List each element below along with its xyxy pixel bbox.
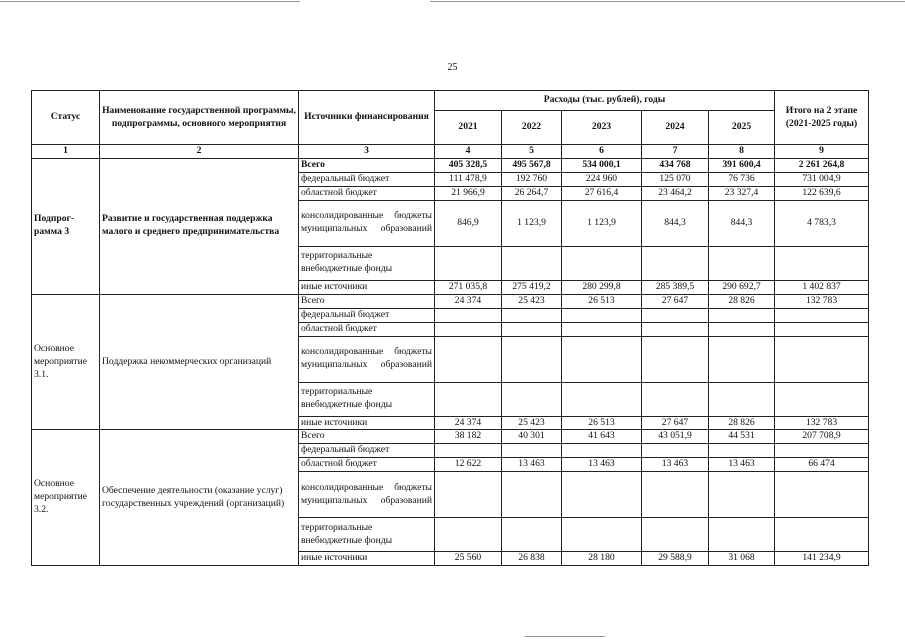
header-year: 2025 — [709, 111, 775, 145]
year-value — [642, 444, 709, 458]
year-value: 25 560 — [435, 552, 502, 566]
year-value: 25 423 — [502, 416, 562, 430]
header-sources: Источники финансирования — [299, 91, 435, 145]
scan-edge-bottom — [525, 636, 605, 637]
year-value — [562, 382, 642, 416]
year-value: 434 768 — [642, 158, 709, 172]
header-status: Статус — [32, 91, 100, 145]
year-value — [642, 472, 709, 518]
year-value — [709, 382, 775, 416]
year-value — [502, 382, 562, 416]
total-value: 141 234,9 — [775, 552, 869, 566]
year-value: 280 299,8 — [562, 280, 642, 294]
year-value: 28 826 — [709, 294, 775, 308]
year-value: 405 328,5 — [435, 158, 502, 172]
year-value — [502, 308, 562, 322]
year-value — [562, 336, 642, 382]
total-value: 2 261 264,8 — [775, 158, 869, 172]
year-value: 27 616,4 — [562, 186, 642, 200]
header-year: 2023 — [562, 111, 642, 145]
page-number: 25 — [447, 62, 458, 73]
funding-source: федеральный бюджет — [299, 172, 435, 186]
funding-source: федеральный бюджет — [299, 308, 435, 322]
year-value — [435, 472, 502, 518]
row-name: Развитие и государственная поддержка малого и среднего предпринимательства — [100, 158, 299, 294]
header-expenses: Расходы (тыс. рублей), годы — [435, 91, 775, 111]
year-value — [502, 444, 562, 458]
total-value: 731 004,9 — [775, 172, 869, 186]
funding-source: областной бюджет — [299, 186, 435, 200]
year-value: 28 826 — [709, 416, 775, 430]
column-index: 4 — [435, 145, 502, 159]
total-value: 122 639,6 — [775, 186, 869, 200]
total-value: 66 474 — [775, 458, 869, 472]
total-value: 207 708,9 — [775, 430, 869, 444]
header-year: 2022 — [502, 111, 562, 145]
budget-table — [31, 90, 869, 566]
year-value: 1 123,9 — [562, 200, 642, 246]
year-value — [642, 322, 709, 336]
row-name: Обеспечение деятельности (оказание услуг) государственных учреждений (организаций) — [100, 430, 299, 566]
funding-source: территориальные внебюджетные фонды — [299, 518, 435, 552]
total-value — [775, 472, 869, 518]
funding-source: Всего — [299, 294, 435, 308]
year-value: 111 478,9 — [435, 172, 502, 186]
year-value — [562, 472, 642, 518]
year-value — [709, 518, 775, 552]
year-value: 25 423 — [502, 294, 562, 308]
funding-source: консолидированные бюджеты муниципальных образований — [299, 472, 435, 518]
year-value: 27 647 — [642, 294, 709, 308]
total-value — [775, 382, 869, 416]
year-value: 76 736 — [709, 172, 775, 186]
year-value: 534 000,1 — [562, 158, 642, 172]
funding-source: Всего — [299, 430, 435, 444]
year-value: 21 966,9 — [435, 186, 502, 200]
year-value: 271 035,8 — [435, 280, 502, 294]
year-value: 41 643 — [562, 430, 642, 444]
row-status: Основное мероприятие 3.2. — [32, 430, 100, 566]
year-value: 26 513 — [562, 416, 642, 430]
year-value: 12 622 — [435, 458, 502, 472]
year-value: 44 531 — [709, 430, 775, 444]
year-value — [435, 336, 502, 382]
year-value — [502, 336, 562, 382]
year-value — [562, 518, 642, 552]
header-year: 2024 — [642, 111, 709, 145]
scan-edge-top-right — [430, 1, 905, 2]
year-value — [709, 308, 775, 322]
year-value — [642, 336, 709, 382]
total-value — [775, 518, 869, 552]
column-index: 7 — [642, 145, 709, 159]
funding-source: областной бюджет — [299, 322, 435, 336]
header-name: Наименование государственной программы, подпрограммы, основного мероприятия — [100, 91, 299, 145]
year-value — [562, 308, 642, 322]
total-value — [775, 336, 869, 382]
year-value — [435, 246, 502, 280]
year-value: 844,3 — [642, 200, 709, 246]
column-index: 1 — [32, 145, 100, 159]
year-value: 26 838 — [502, 552, 562, 566]
year-value: 13 463 — [642, 458, 709, 472]
year-value: 846,9 — [435, 200, 502, 246]
row-status: Подпрог-рамма 3 — [32, 158, 100, 294]
year-value: 40 301 — [502, 430, 562, 444]
year-value — [435, 444, 502, 458]
total-value — [775, 246, 869, 280]
year-value — [642, 308, 709, 322]
year-value: 285 389,5 — [642, 280, 709, 294]
year-value: 31 068 — [709, 552, 775, 566]
year-value — [562, 444, 642, 458]
year-value: 43 051,9 — [642, 430, 709, 444]
year-value: 224 960 — [562, 172, 642, 186]
header-total: Итого на 2 этапе (2021-2025 годы) — [775, 91, 869, 145]
table-row — [32, 158, 869, 172]
year-value: 24 374 — [435, 294, 502, 308]
column-index: 3 — [299, 145, 435, 159]
funding-source: территориальные внебюджетные фонды — [299, 246, 435, 280]
year-value: 24 374 — [435, 416, 502, 430]
funding-source: областной бюджет — [299, 458, 435, 472]
year-value — [642, 382, 709, 416]
year-value — [435, 382, 502, 416]
year-value — [642, 246, 709, 280]
year-value: 844,3 — [709, 200, 775, 246]
year-value — [502, 518, 562, 552]
total-value: 4 783,3 — [775, 200, 869, 246]
total-value — [775, 308, 869, 322]
year-value: 125 070 — [642, 172, 709, 186]
funding-source: консолидированные бюджеты муниципальных образований — [299, 200, 435, 246]
funding-source: иные источники — [299, 552, 435, 566]
column-index: 6 — [562, 145, 642, 159]
year-value: 38 182 — [435, 430, 502, 444]
funding-source: иные источники — [299, 280, 435, 294]
year-value: 192 760 — [502, 172, 562, 186]
header-year: 2021 — [435, 111, 502, 145]
column-index: 5 — [502, 145, 562, 159]
column-index: 8 — [709, 145, 775, 159]
total-value — [775, 444, 869, 458]
year-value — [435, 308, 502, 322]
year-value — [502, 322, 562, 336]
year-value: 275 419,2 — [502, 280, 562, 294]
funding-source: консолидированные бюджеты муниципальных образований — [299, 336, 435, 382]
row-status: Основное мероприятие 3.1. — [32, 294, 100, 430]
year-value: 26 264,7 — [502, 186, 562, 200]
year-value: 26 513 — [562, 294, 642, 308]
year-value — [709, 322, 775, 336]
column-index: 2 — [100, 145, 299, 159]
year-value: 27 647 — [642, 416, 709, 430]
year-value: 13 463 — [502, 458, 562, 472]
year-value — [562, 322, 642, 336]
year-value — [562, 246, 642, 280]
year-value — [709, 336, 775, 382]
funding-source: территориальные внебюджетные фонды — [299, 382, 435, 416]
total-value — [775, 322, 869, 336]
total-value: 1 402 837 — [775, 280, 869, 294]
year-value — [435, 518, 502, 552]
year-value: 13 463 — [709, 458, 775, 472]
year-value — [709, 444, 775, 458]
year-value — [709, 472, 775, 518]
year-value: 28 180 — [562, 552, 642, 566]
total-value: 132 783 — [775, 294, 869, 308]
funding-source: федеральный бюджет — [299, 444, 435, 458]
year-value — [435, 322, 502, 336]
table-row — [32, 294, 869, 308]
year-value — [502, 472, 562, 518]
year-value: 13 463 — [562, 458, 642, 472]
year-value: 23 464,2 — [642, 186, 709, 200]
year-value: 23 327,4 — [709, 186, 775, 200]
year-value: 495 567,8 — [502, 158, 562, 172]
year-value: 1 123,9 — [502, 200, 562, 246]
year-value — [502, 246, 562, 280]
table-row — [32, 430, 869, 444]
total-value: 132 783 — [775, 416, 869, 430]
funding-source: Всего — [299, 158, 435, 172]
year-value: 290 692,7 — [709, 280, 775, 294]
year-value: 391 600,4 — [709, 158, 775, 172]
scan-edge-top-left — [0, 1, 300, 2]
row-name: Поддержка некоммерческих организаций — [100, 294, 299, 430]
year-value — [642, 518, 709, 552]
year-value — [709, 246, 775, 280]
year-value: 29 588,9 — [642, 552, 709, 566]
funding-source: иные источники — [299, 416, 435, 430]
column-index: 9 — [775, 145, 869, 159]
